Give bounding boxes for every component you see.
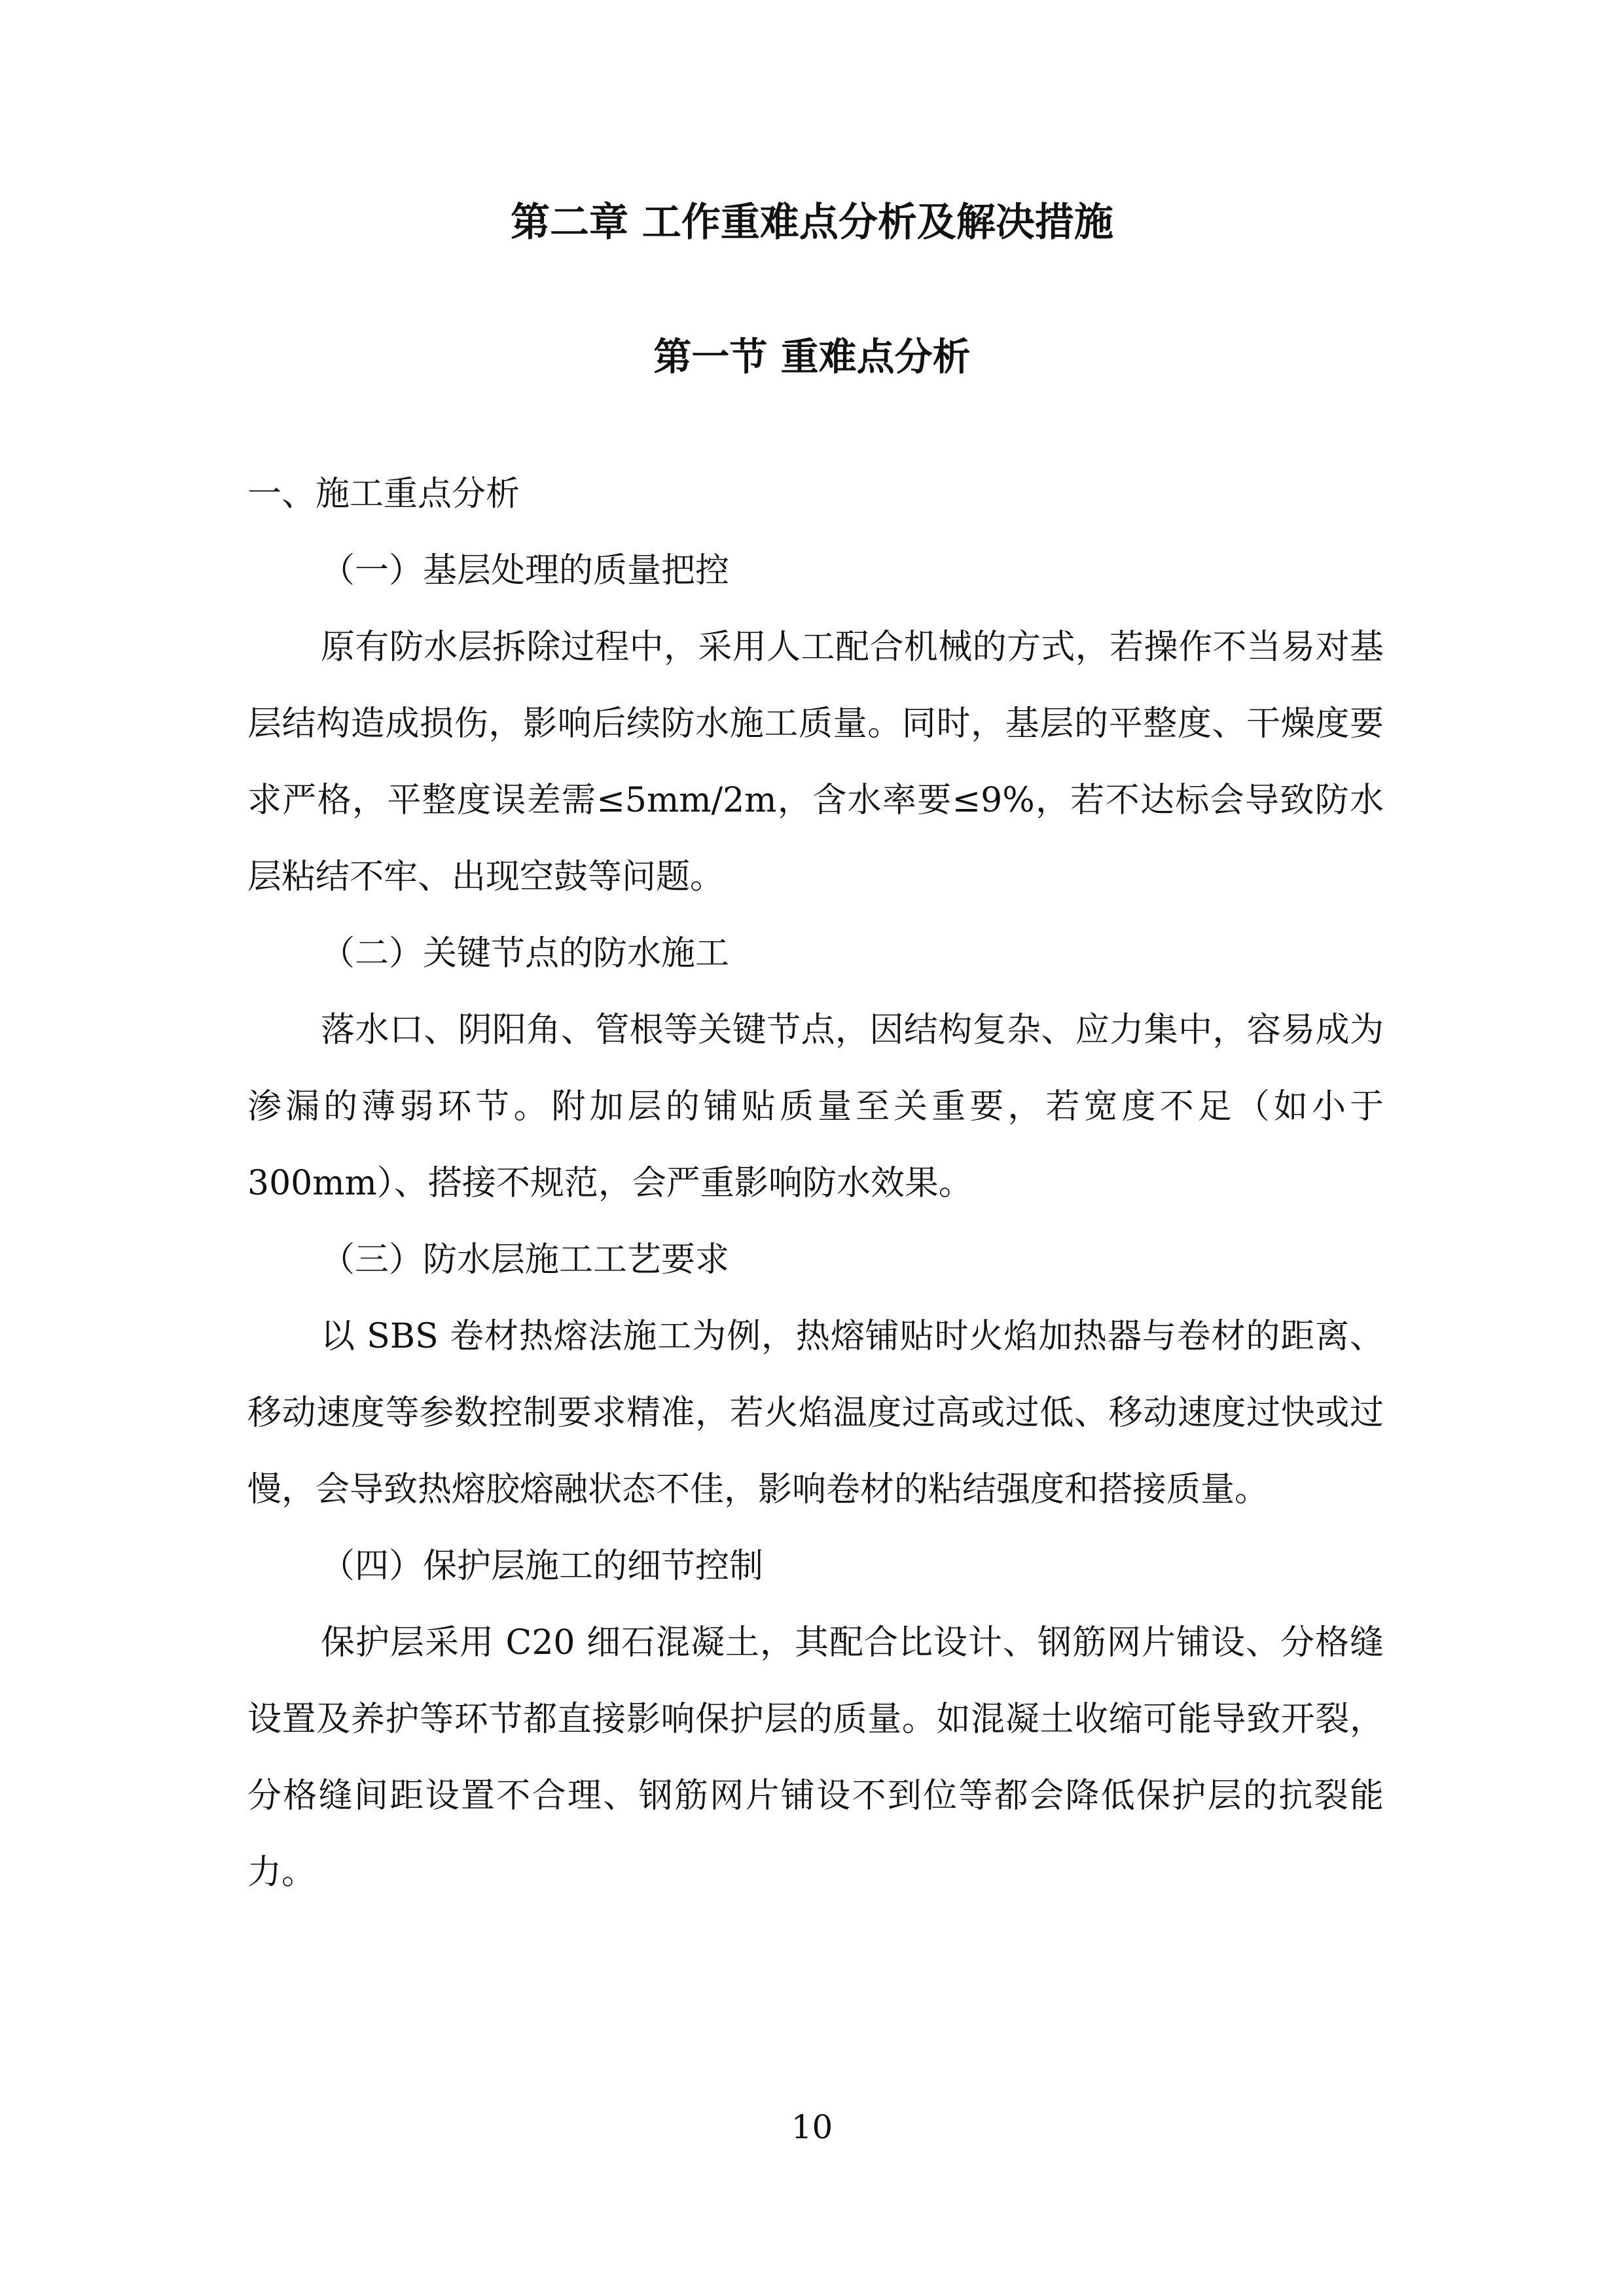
subheading-base-treatment: （一）基层处理的质量把控 — [321, 551, 730, 590]
page-number: 10 — [791, 2108, 833, 2146]
chapter-title: 第二章 工作重难点分析及解决措施 — [511, 200, 1113, 245]
subheading-protective-layer-details: （四）保护层施工的细节控制 — [321, 1547, 764, 1586]
paragraph-protective-layer-details: 保护层采用 C20 细石混凝土，其配合比设计、钢筋网片铺设、分格缝设置及养护等环节都直接影响保护层的质量。如混凝土收缩可能导致开裂，分格缝间距设置不合理、钢筋网片铺设不到位等都会降低保护层的抗裂能力。 — [247, 1623, 1384, 1892]
paragraph-base-treatment: 原有防水层拆除过程中，采用人工配合机械的方式，若操作不当易对基层结构造成损伤，影响后续防水施工质量。同时，基层的平整度、干燥度要求严格，平整度误差需≤5mm/2m，含水率要≤9%，若不达标会导致防水层粘结不牢、出现空鼓等问题。 — [247, 628, 1384, 897]
subheading-waterproof-layer-process: （三）防水层施工工艺要求 — [321, 1240, 730, 1280]
body-text — [247, 456, 1384, 1911]
paragraph-waterproof-layer-process: 以 SBS 卷材热熔法施工为例，热熔铺贴时火焰加热器与卷材的距离、移动速度等参数控制要求精准，若火焰温度过高或过低、移动速度过快或过慢，会导致热熔胶熔融状态不佳，影响卷材的粘结强度和搭接质量。 — [247, 1317, 1384, 1509]
paragraph-key-node-waterproofing: 落水口、阴阳角、管根等关键节点，因结构复杂、应力集中，容易成为渗漏的薄弱环节。附加层的铺贴质量至关重要，若宽度不足（如小于 300mm）、搭接不规范，会严重影响防水效果。 — [247, 1011, 1384, 1203]
section-title: 第一节 重难点分析 — [653, 334, 971, 379]
subheading-key-node-waterproofing: （二）关键节点的防水施工 — [321, 934, 730, 973]
heading-construction-key-points: 一、施工重点分析 — [247, 475, 520, 514]
